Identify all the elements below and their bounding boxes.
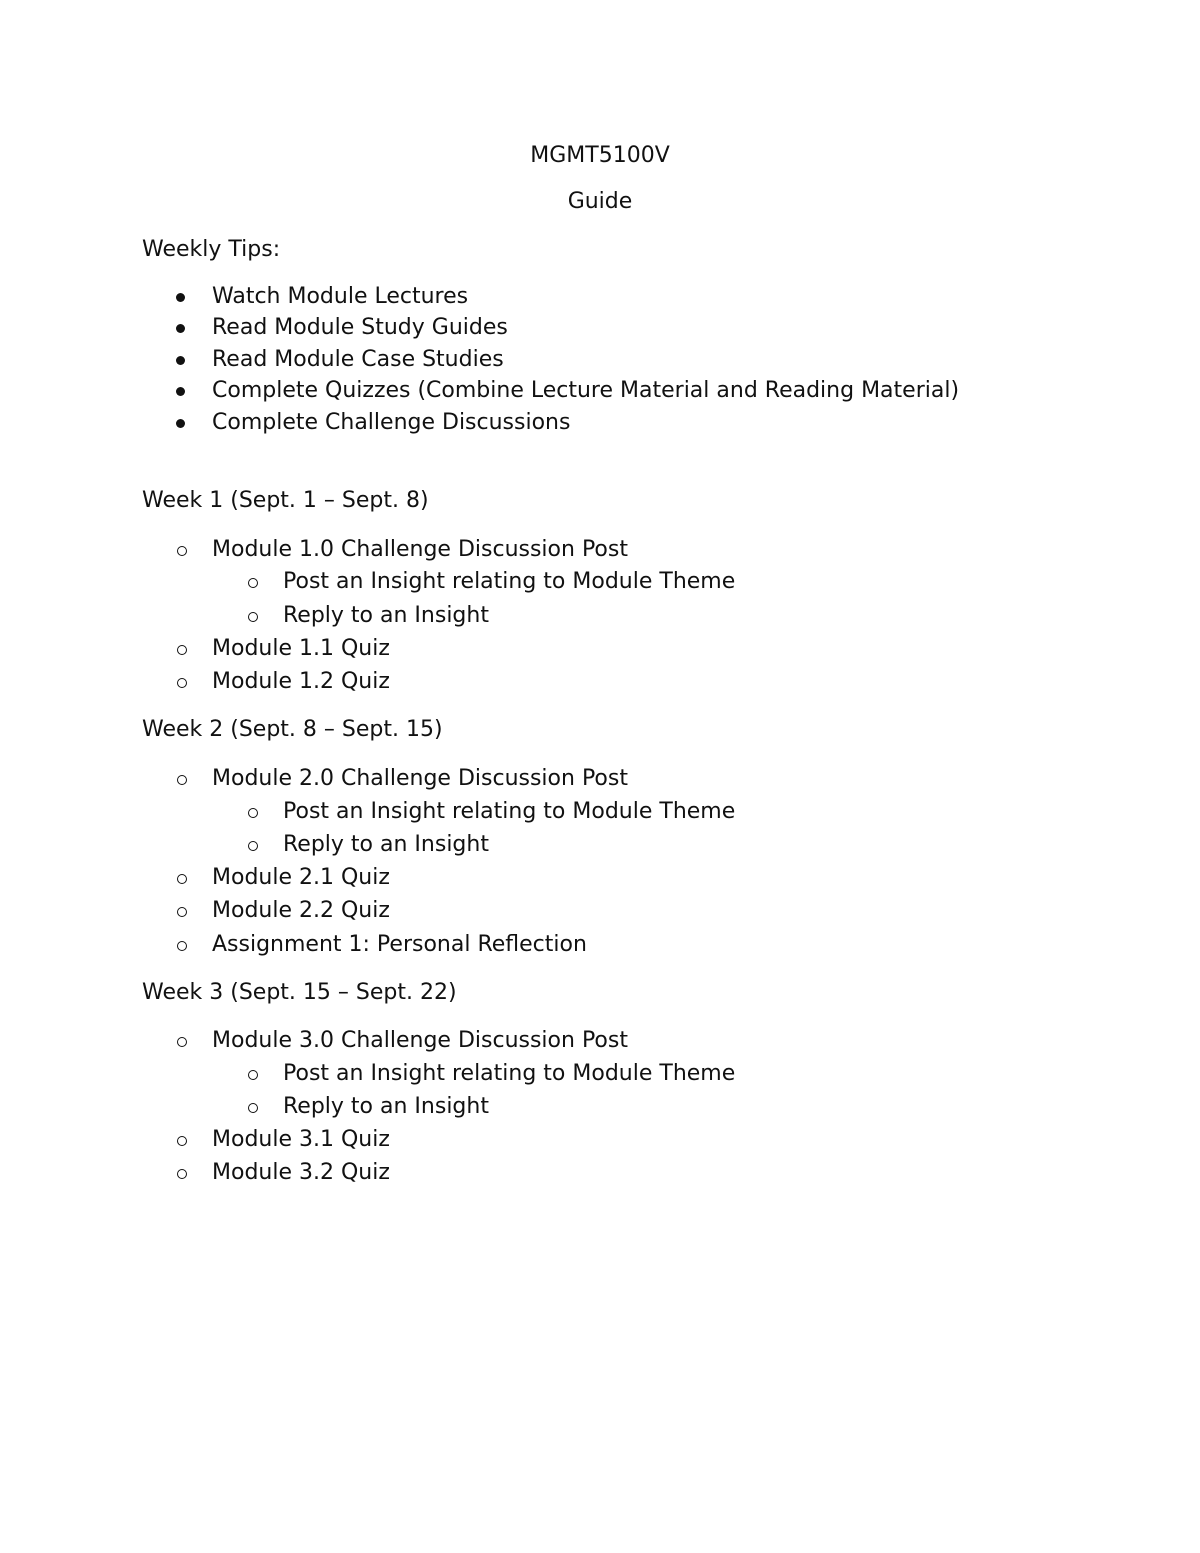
- week-item: Assignment 1: Personal Reflection: [212, 932, 587, 957]
- week-item: Module 3.1 Quiz: [212, 1127, 390, 1152]
- document-subtitle: Guide: [567, 189, 633, 214]
- week-item: Module 1.1 Quiz: [212, 636, 390, 661]
- week-3-heading: Week 3 (Sept. 15 – Sept. 22): [142, 980, 457, 1005]
- week-2-heading: Week 2 (Sept. 8 – Sept. 15): [142, 717, 443, 742]
- week-subitem: Reply to an Insight: [283, 832, 489, 857]
- tip-item: Complete Quizzes (Combine Lecture Material and Reading Material): [212, 378, 960, 403]
- week-1-heading: Week 1 (Sept. 1 – Sept. 8): [142, 488, 429, 513]
- week-item: Module 1.0 Challenge Discussion Post: [212, 537, 628, 562]
- week-subitem: Post an Insight relating to Module Theme: [283, 799, 736, 824]
- week-subitem: Reply to an Insight: [283, 603, 489, 628]
- tip-item: Read Module Case Studies: [212, 347, 504, 372]
- tip-item: Watch Module Lectures: [212, 284, 469, 309]
- week-item: Module 3.2 Quiz: [212, 1160, 390, 1185]
- week-item: Module 2.0 Challenge Discussion Post: [212, 766, 628, 791]
- tip-item: Read Module Study Guides: [212, 315, 508, 340]
- week-item: Module 1.2 Quiz: [212, 669, 390, 694]
- course-code-title: MGMT5100V: [530, 143, 670, 168]
- week-subitem: Post an Insight relating to Module Theme: [283, 1061, 736, 1086]
- week-subitem: Reply to an Insight: [283, 1094, 489, 1119]
- tip-item: Complete Challenge Discussions: [212, 410, 571, 435]
- week-item: Module 2.2 Quiz: [212, 898, 390, 923]
- weekly-tips-heading: Weekly Tips:: [142, 237, 281, 262]
- week-item: Module 3.0 Challenge Discussion Post: [212, 1028, 628, 1053]
- week-item: Module 2.1 Quiz: [212, 865, 390, 890]
- week-subitem: Post an Insight relating to Module Theme: [283, 569, 736, 594]
